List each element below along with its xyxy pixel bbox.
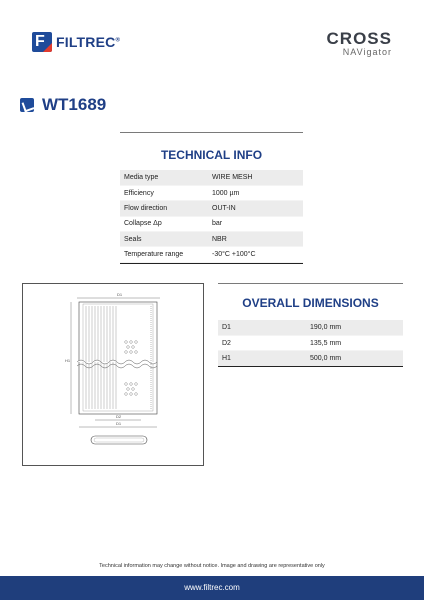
technical-row-value: 1000 µm: [208, 185, 303, 200]
cross-subtitle: NAVigator: [342, 47, 392, 57]
dimensions-row-label: H1: [218, 351, 306, 366]
product-title-row: [20, 95, 106, 115]
technical-row-value: -30°C +100°C: [208, 247, 303, 262]
dimensions-row-label: D2: [218, 335, 306, 350]
technical-divider: [120, 132, 303, 133]
filtrec-logo[interactable]: [32, 32, 120, 52]
technical-row: [120, 201, 303, 216]
disclaimer-note: Technical information may change without notice. Image and drawing are representative only: [99, 563, 325, 569]
cross-navigator-logo[interactable]: [327, 30, 392, 57]
technical-row: [120, 170, 303, 185]
dimensions-divider: [218, 283, 403, 284]
technical-row-label: Collapse Δp: [120, 216, 208, 231]
filter-drawing-frame: [22, 283, 204, 466]
product-code: WT1689: [42, 95, 107, 114]
filter-product-icon: [20, 98, 34, 112]
technical-row: [120, 232, 303, 247]
dimensions-row-value: 190,0 mm: [306, 320, 403, 335]
filter-technical-drawing: [23, 284, 203, 465]
website-link[interactable]: www.filtrec.com: [184, 583, 240, 592]
page-header: [0, 0, 424, 80]
dimensions-table: [218, 320, 403, 367]
dimensions-row-value: 500,0 mm: [306, 351, 403, 366]
cross-title: CROSS: [326, 29, 392, 48]
footer-bar: [0, 576, 424, 600]
technical-row: [120, 185, 303, 200]
drawing-label-bottom: D1: [116, 421, 122, 426]
dimensions-row: [218, 335, 403, 350]
dimensions-table-bottom-border: [218, 366, 403, 367]
drawing-label-d2: D2: [116, 414, 122, 419]
drawing-label-side: H1: [65, 358, 71, 363]
dimensions-heading: OVERALL DIMENSIONS: [242, 296, 379, 310]
technical-row-value: bar: [208, 216, 303, 231]
dimensions-row: [218, 320, 403, 335]
filtrec-logo-icon: F: [32, 32, 52, 52]
dimensions-row-value: 135,5 mm: [306, 335, 403, 350]
technical-row-label: Temperature range: [120, 247, 208, 262]
dimensions-row: [218, 351, 403, 366]
technical-row-label: Media type: [120, 170, 208, 185]
technical-row-label: Seals: [120, 232, 208, 247]
technical-row-value: NBR: [208, 232, 303, 247]
dimensions-row-label: D1: [218, 320, 306, 335]
brand-name: FILTREC: [56, 34, 116, 50]
technical-heading: TECHNICAL INFO: [160, 148, 263, 162]
technical-row: [120, 247, 303, 262]
registered-mark: ®: [115, 37, 121, 44]
technical-table: [120, 170, 303, 263]
technical-row-label: Flow direction: [120, 201, 208, 216]
technical-row-value: WIRE MESH: [208, 170, 303, 185]
technical-row-label: Efficiency: [120, 185, 208, 200]
technical-row: [120, 216, 303, 231]
technical-row-value: OUT-IN: [208, 201, 303, 216]
technical-table-bottom-border: [120, 263, 303, 264]
drawing-label-top: D1: [117, 292, 123, 297]
